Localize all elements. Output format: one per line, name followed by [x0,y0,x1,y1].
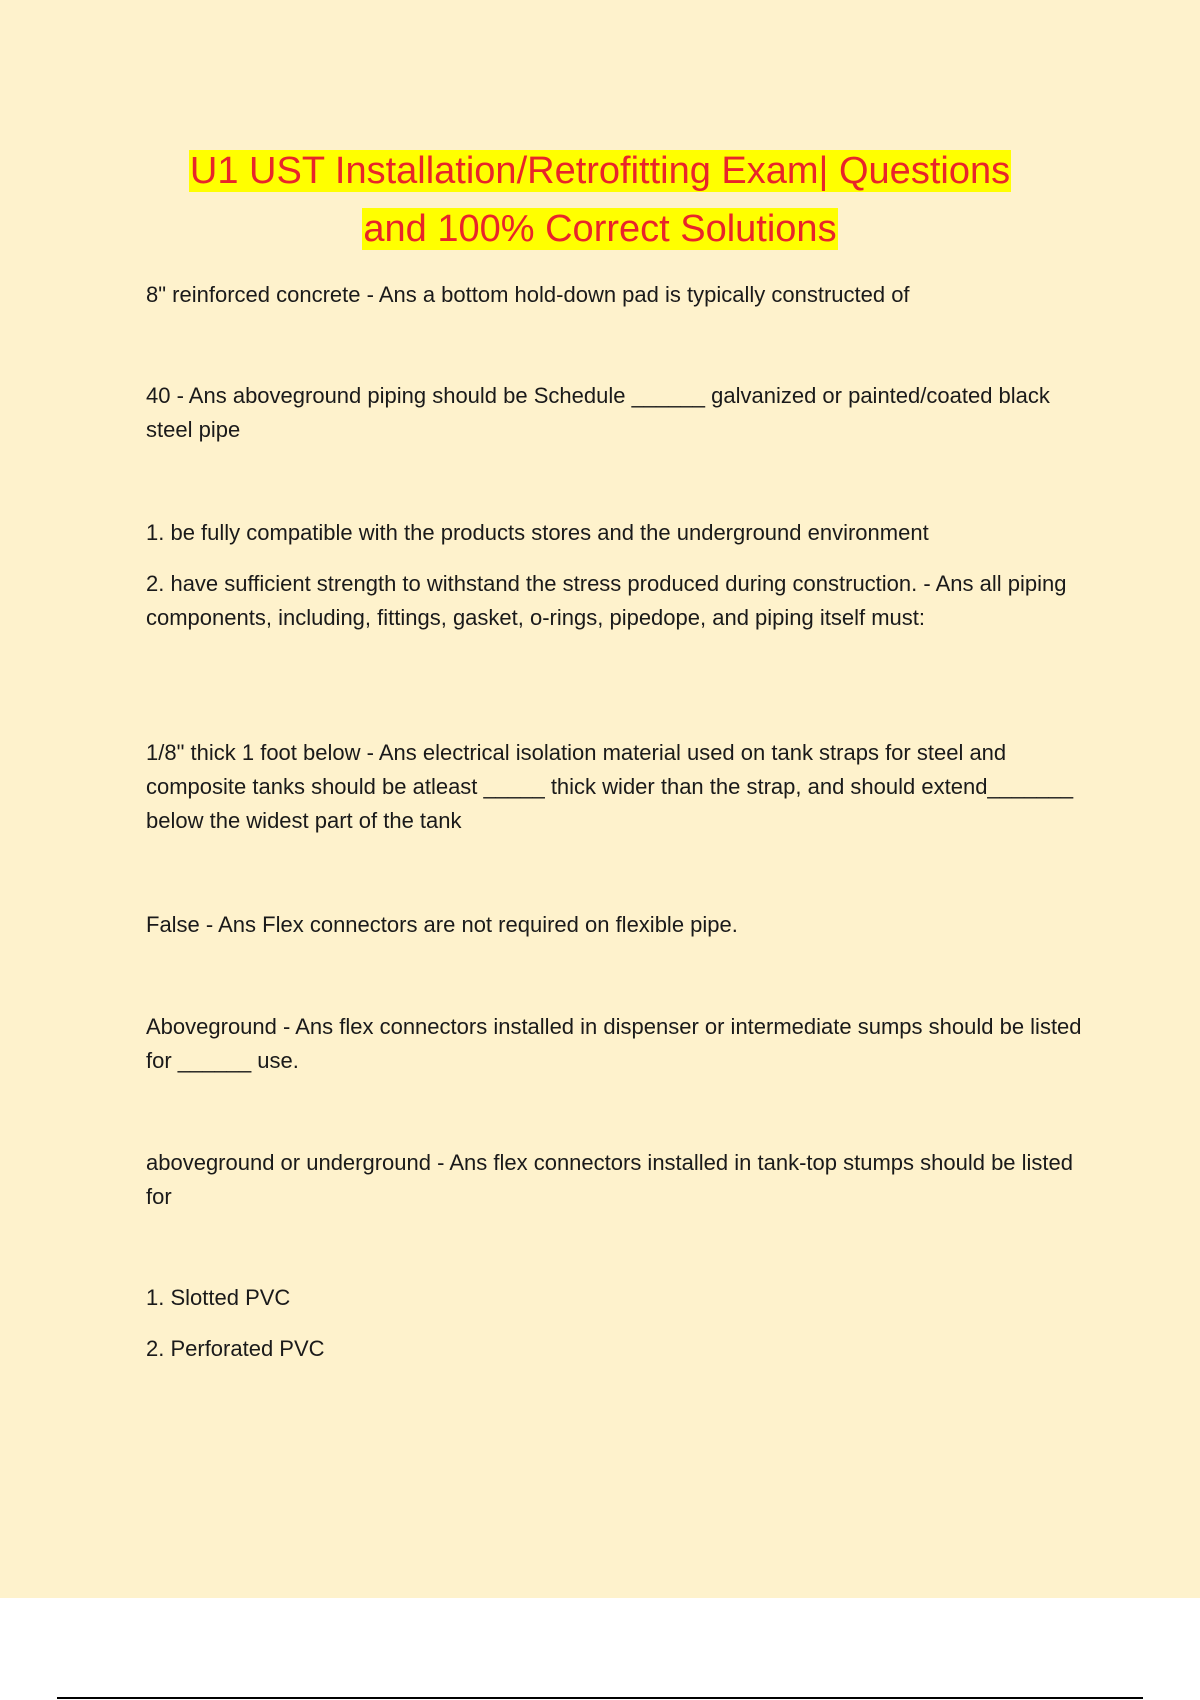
qa-entry: aboveground or underground - Ans flex connectors installed in tank-top stumps should be listed for [146,1150,1074,1209]
qa-list-item: 1. be fully compatible with the products stores and the underground environment [146,520,929,545]
document-title [100,142,1100,258]
qa-list-item: 1. Slotted PVC [146,1285,291,1310]
qa-entry: 1/8" thick 1 foot below - Ans electrical isolation material used on tank straps for steel and composite tanks should be atleast _____ thick wider than the strap, and should extend_______ below the widest part of the tank [146,740,1074,833]
qa-list-item: 2. Perforated PVC [146,1336,325,1361]
qa-entry: Aboveground - Ans flex connectors installed in dispenser or intermediate sumps should be listed for ______ use. [146,1014,1082,1073]
title-line-2: and 100% Correct Solutions [363,208,837,250]
qa-entry: 8" reinforced concrete - Ans a bottom hold-down pad is typically constructed of [146,282,910,307]
qa-entry: 40 - Ans aboveground piping should be Schedule ______ galvanized or painted/coated black steel pipe [146,383,1050,442]
page-bottom-rule [57,1697,1143,1699]
qa-entry: 2. have sufficient strength to withstand the stress produced during construction. - Ans all piping components, including, fittings, gasket, o-rings, pipedope, and piping itself must: [146,571,1067,630]
title-line-1: U1 UST Installation/Retrofitting Exam| Questions [189,150,1011,192]
qa-entry: False - Ans Flex connectors are not required on flexible pipe. [146,912,738,937]
